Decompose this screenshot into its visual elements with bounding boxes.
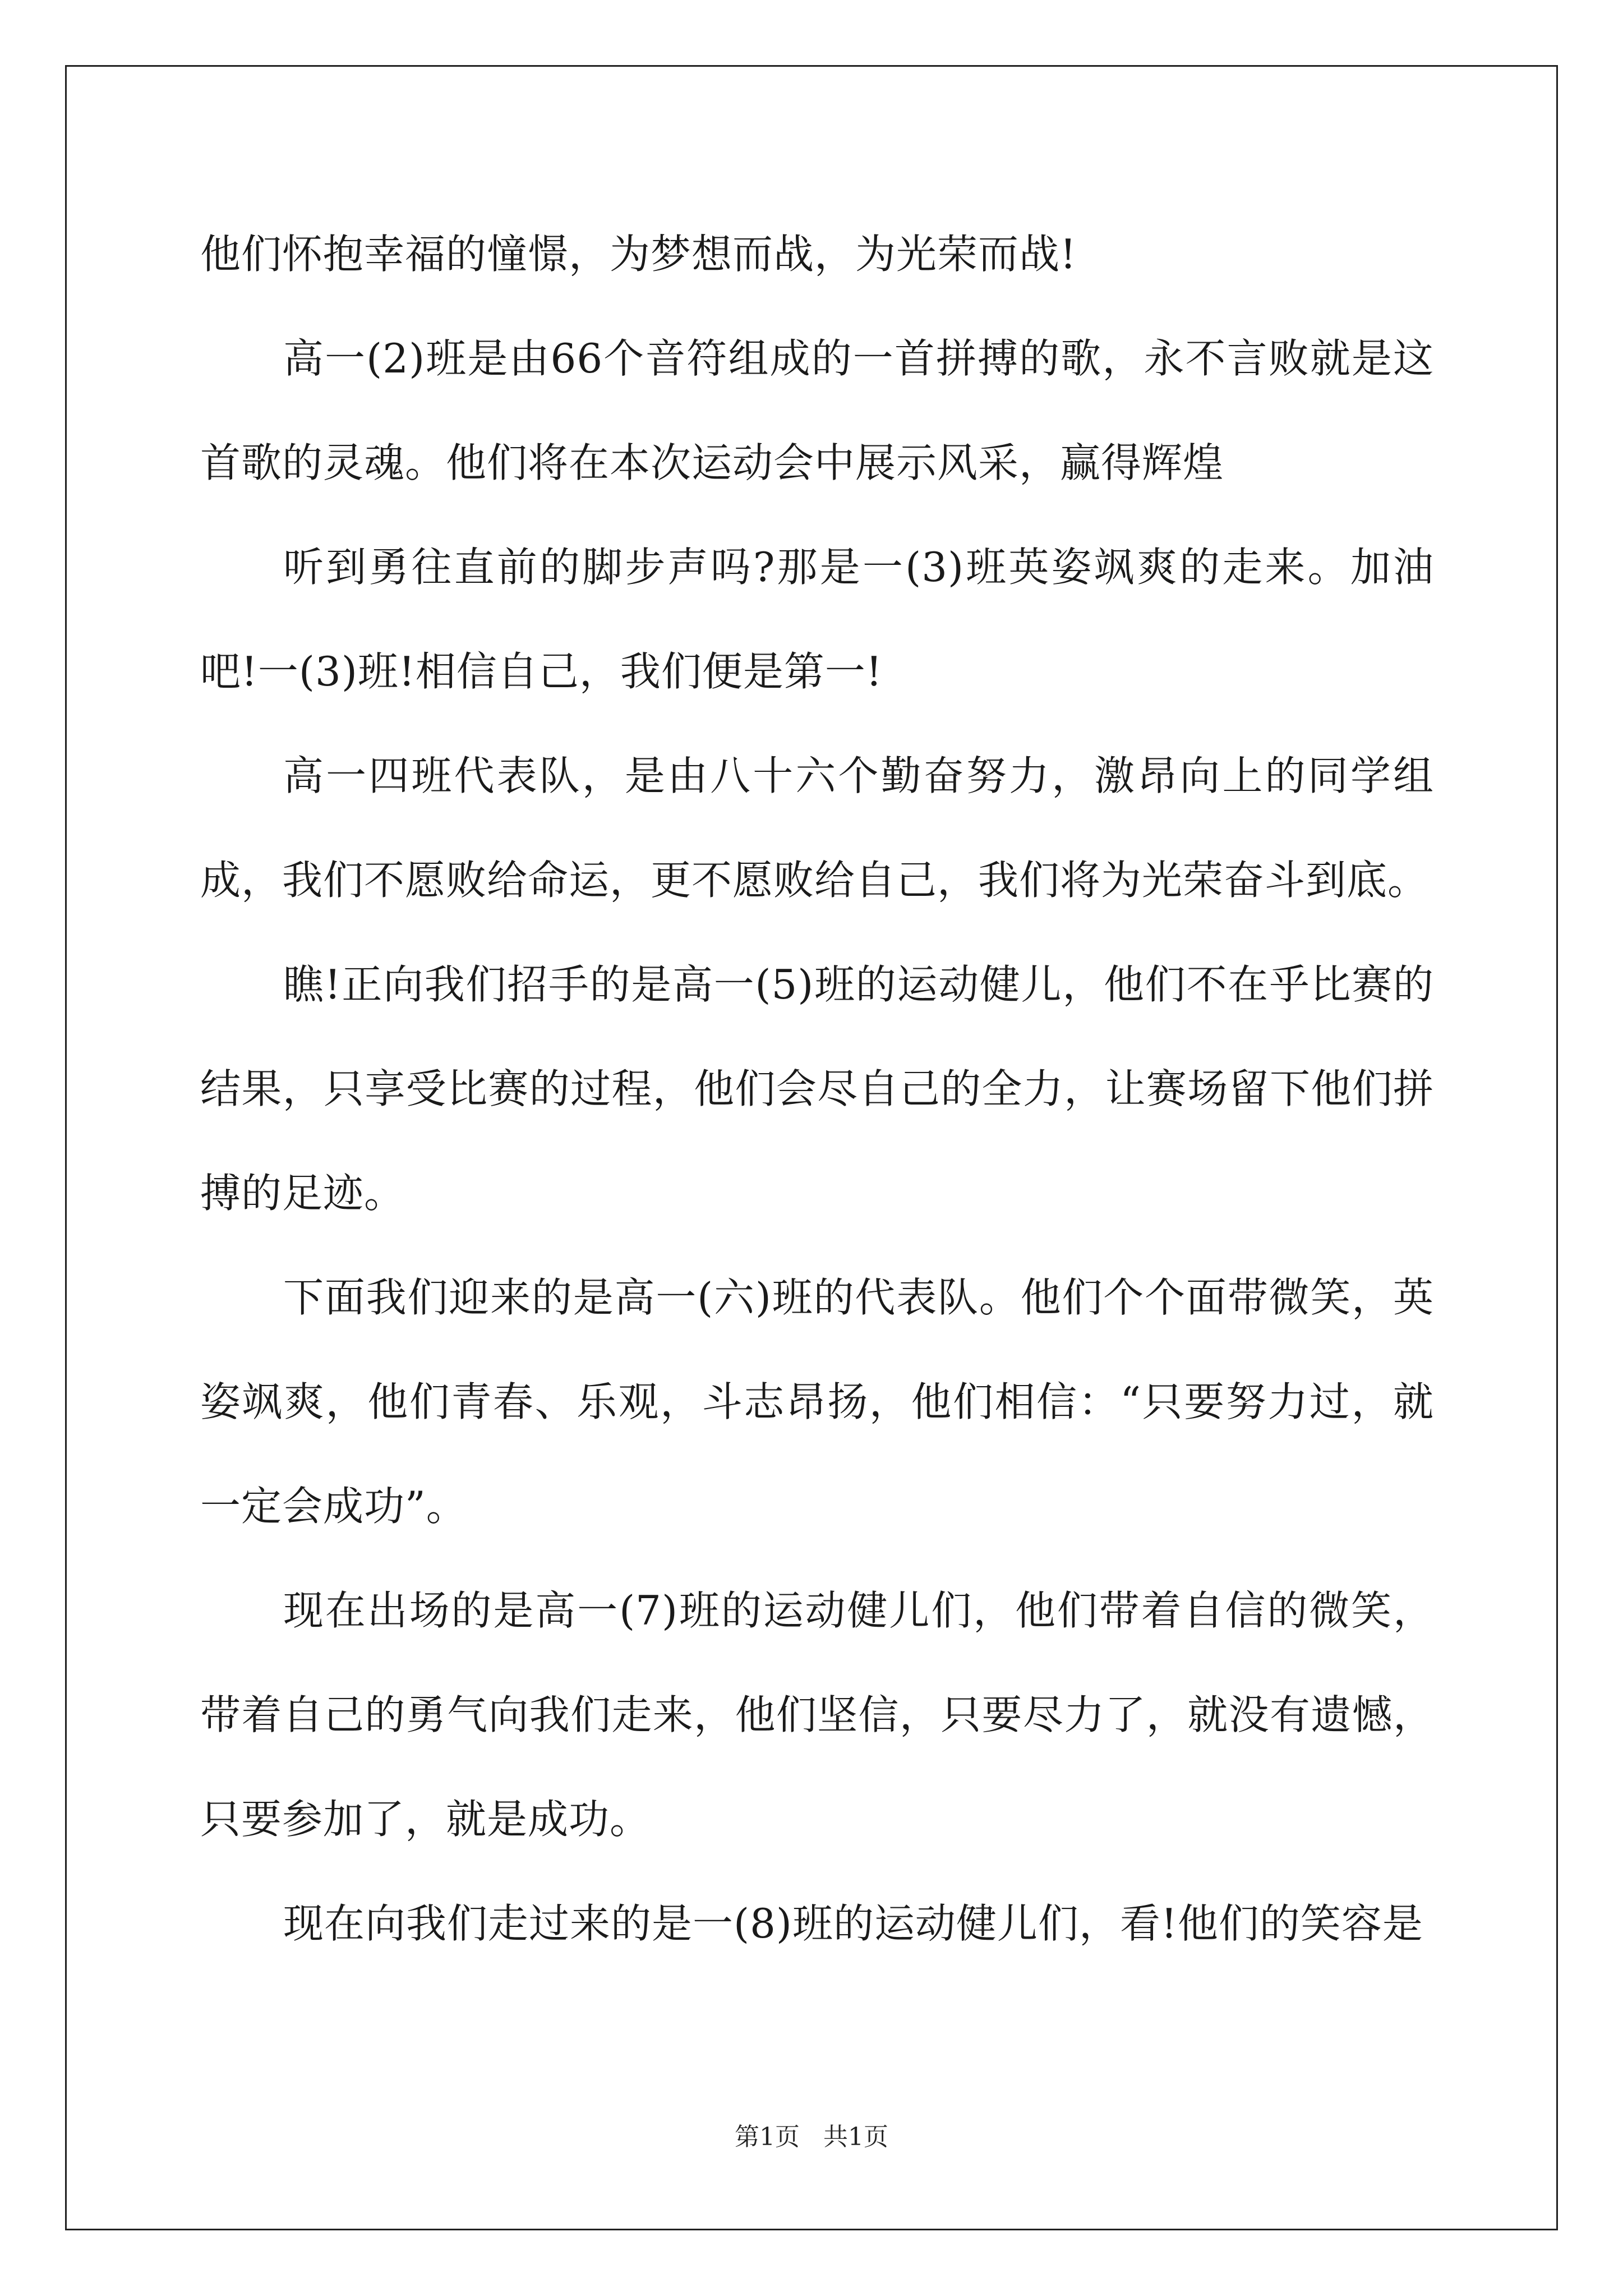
paragraph-class-5: 瞧!正向我们招手的是高一(5)班的运动健儿，他们不在乎比赛的结果，只享受比赛的过程，他们会尽自己的全力，让赛场留下他们拼搏的足迹。 bbox=[200, 961, 1434, 1217]
paragraph-class-8: 现在向我们走过来的是一(8)班的运动健儿们，看!他们的笑容是 bbox=[283, 1900, 1423, 1947]
paragraph-continuation: 他们怀抱幸福的憧憬，为梦想而战，为光荣而战! bbox=[200, 231, 1077, 278]
paragraph-class-7: 现在出场的是高一(7)班的运动健儿们，他们带着自信的微笑，带着自己的勇气向我们走来，他们坚信，只要尽力了，就没有遗憾，只要参加了，就是成功。 bbox=[200, 1587, 1434, 1843]
paragraph-class-3: 听到勇往直前的脚步声吗?那是一(3)班英姿飒爽的走来。加油吧!一(3)班!相信自己，我们便是第一! bbox=[200, 544, 1434, 695]
page-total: 共1页 bbox=[823, 2123, 888, 2151]
paragraph-class-4: 高一四班代表队，是由八十六个勤奋努力，激昂向上的同学组成，我们不愿败给命运，更不愿败给自己，我们将为光荣奋斗到底。 bbox=[200, 752, 1434, 904]
page-number: 第1页 bbox=[735, 2123, 800, 2151]
document-body bbox=[200, 202, 1434, 1976]
paragraph-class-2: 高一(2)班是由66个音符组成的一首拼搏的歌，永不言败就是这首歌的灵魂。他们将在本次运动会中展示风采，赢得辉煌 bbox=[200, 335, 1434, 486]
paragraph-class-6: 下面我们迎来的是高一(六)班的代表队。他们个个面带微笑，英姿飒爽，他们青春、乐观，斗志昂扬，他们相信：“只要努力过，就一定会成功”。 bbox=[200, 1274, 1434, 1530]
page-footer bbox=[0, 2120, 1623, 2154]
